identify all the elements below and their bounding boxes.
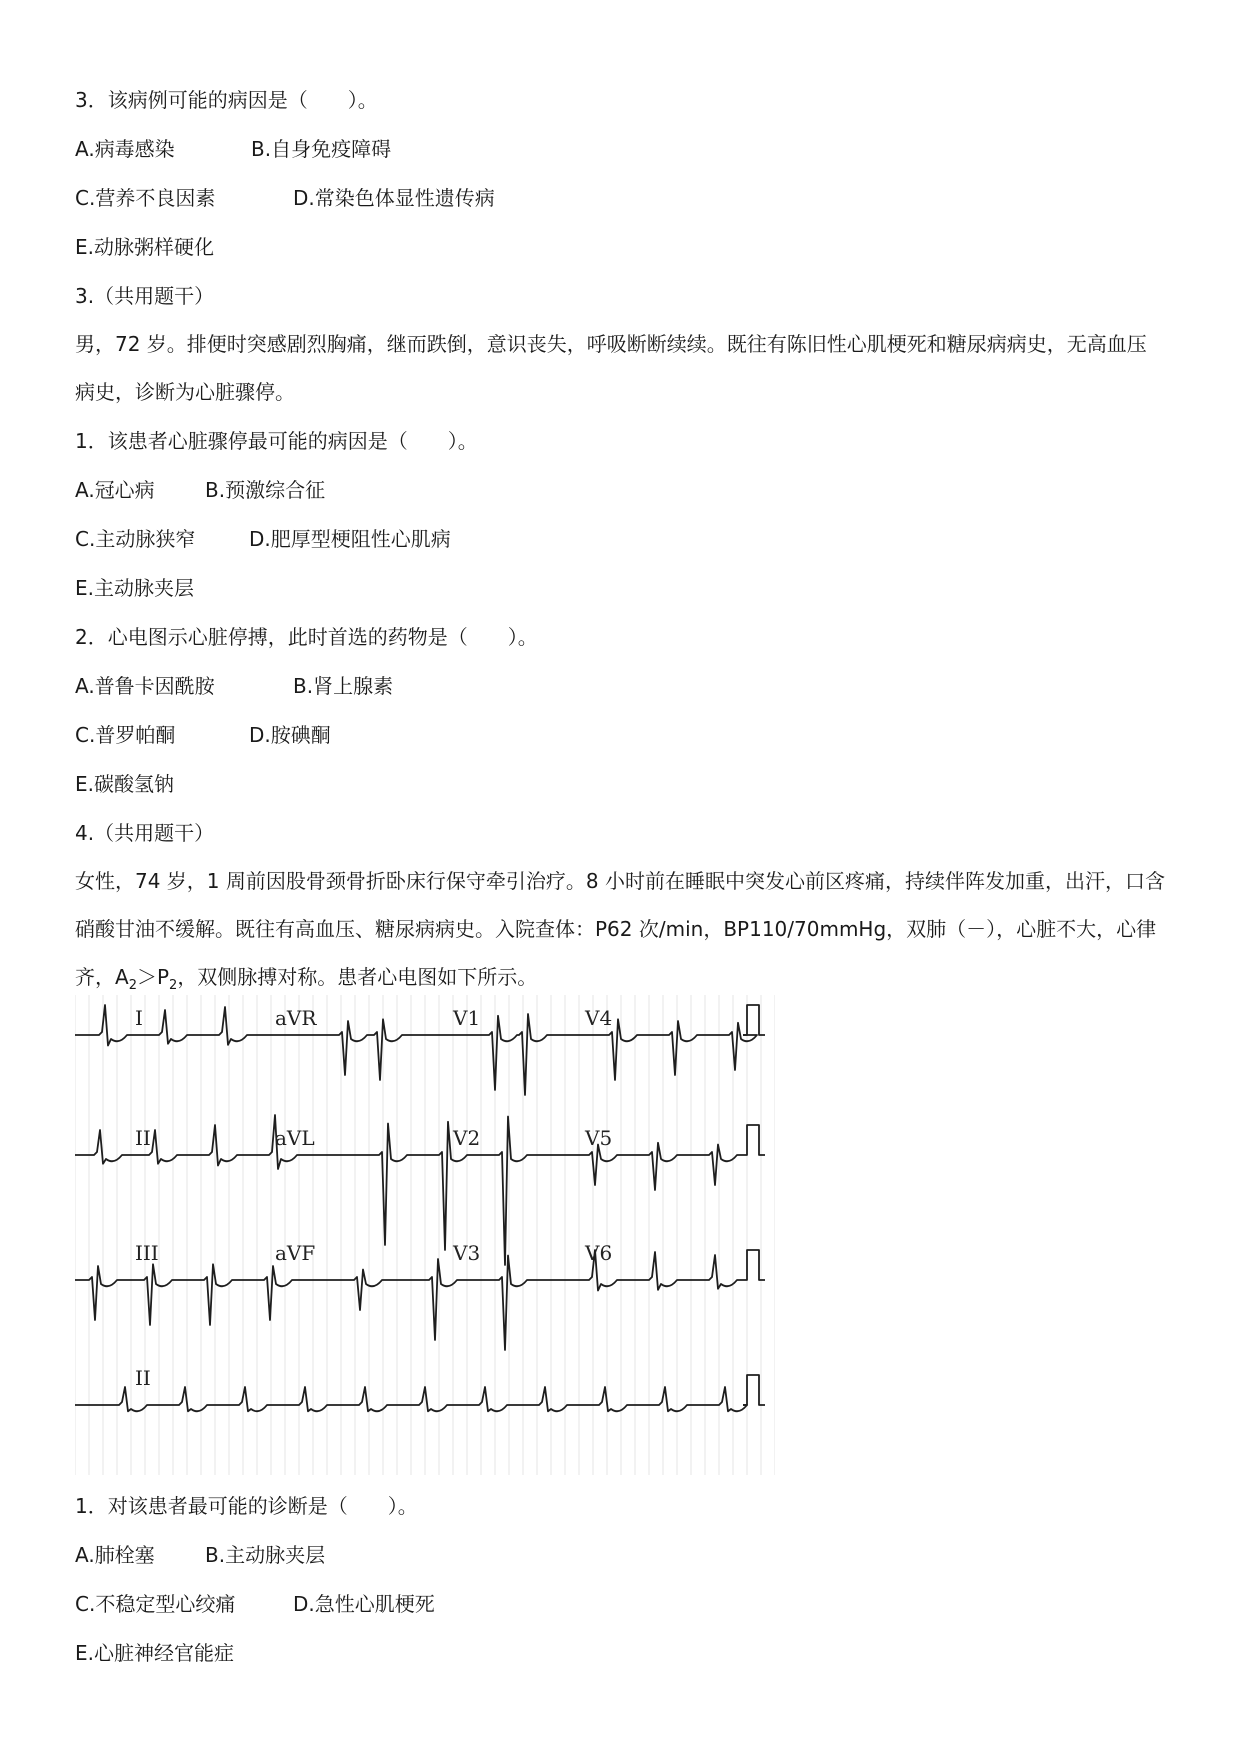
q3-stem: 3．该病例可能的病因是（ ）。 bbox=[75, 88, 378, 112]
case4-header: 4.（共用题干） bbox=[75, 821, 215, 845]
ecg-calibration-pulse bbox=[743, 1375, 765, 1405]
lead-label: aVF bbox=[275, 1241, 316, 1265]
lead-label: V2 bbox=[453, 1126, 481, 1150]
case4-q1-option-row-1 bbox=[75, 1542, 326, 1568]
lead-label: V1 bbox=[453, 1006, 481, 1030]
option-e[interactable]: E.碳酸氢钠 bbox=[75, 772, 174, 796]
option-e[interactable]: E.动脉粥样硬化 bbox=[75, 235, 214, 259]
q3-option-row-1 bbox=[75, 136, 392, 162]
option-c[interactable]: C.不稳定型心绞痛 bbox=[75, 1592, 236, 1616]
lead-label: V6 bbox=[585, 1241, 613, 1265]
lead-label: V5 bbox=[585, 1126, 613, 1150]
case3-text: 男，72 岁。排便时突感剧烈胸痛，继而跌倒，意识丧失，呼吸断断续续。既往有陈旧性心肌梗死和糖尿病病史，无高血压病史，诊断为心脏骤停。 bbox=[75, 332, 1147, 404]
lead-label: aVL bbox=[275, 1126, 315, 1150]
lead-label: V3 bbox=[453, 1241, 481, 1265]
option-e[interactable]: E.心脏神经官能症 bbox=[75, 1641, 234, 1665]
ecg-chart bbox=[75, 995, 775, 1475]
option-d[interactable]: D.肥厚型梗阻性心肌病 bbox=[249, 527, 451, 551]
ecg-trace bbox=[75, 1005, 757, 1095]
case3-q2-option-row-1 bbox=[75, 673, 394, 699]
option-a[interactable]: A.普鲁卡因酰胺 bbox=[75, 674, 215, 698]
option-b[interactable]: B.预激综合征 bbox=[205, 478, 326, 502]
option-a[interactable]: A.冠心病 bbox=[75, 478, 155, 502]
option-a[interactable]: A.肺栓塞 bbox=[75, 1543, 155, 1567]
ecg-trace bbox=[75, 1250, 743, 1350]
lead-label: II bbox=[135, 1126, 151, 1150]
lead-label: V4 bbox=[585, 1006, 613, 1030]
lead-label: I bbox=[135, 1006, 143, 1030]
case4-q1-option-row-2 bbox=[75, 1591, 435, 1617]
option-c[interactable]: C.主动脉狭窄 bbox=[75, 527, 196, 551]
ecg-trace bbox=[75, 1115, 743, 1265]
option-e[interactable]: E.主动脉夹层 bbox=[75, 576, 194, 600]
option-d[interactable]: D.胺碘酮 bbox=[249, 723, 331, 747]
option-b[interactable]: B.自身免疫障碍 bbox=[251, 137, 392, 161]
ecg-figure bbox=[75, 995, 775, 1475]
ecg-calibration-pulse bbox=[743, 1005, 765, 1035]
ecg-calibration-pulse bbox=[743, 1125, 765, 1155]
option-d[interactable]: D.常染色体显性遗传病 bbox=[293, 186, 495, 210]
case3-q1-option-row-1 bbox=[75, 477, 326, 503]
option-a[interactable]: A.病毒感染 bbox=[75, 137, 175, 161]
case3-q1-stem: 1．该患者心脏骤停最可能的病因是（ ）。 bbox=[75, 429, 478, 453]
case3-q2-stem: 2．心电图示心脏停搏，此时首选的药物是（ ）。 bbox=[75, 625, 538, 649]
option-c[interactable]: C.普罗帕酮 bbox=[75, 723, 176, 747]
option-b[interactable]: B.肾上腺素 bbox=[293, 674, 394, 698]
lead-label: II bbox=[135, 1366, 151, 1390]
option-d[interactable]: D.急性心肌梗死 bbox=[293, 1592, 435, 1616]
case3-header: 3.（共用题干） bbox=[75, 284, 215, 308]
option-b[interactable]: B.主动脉夹层 bbox=[205, 1543, 326, 1567]
ecg-calibration-pulse bbox=[743, 1250, 765, 1280]
lead-label: III bbox=[135, 1241, 159, 1265]
case3-q1-option-row-2 bbox=[75, 526, 451, 552]
q3-option-row-2 bbox=[75, 185, 495, 211]
case4-text: 女性，74 岁，1 周前因股骨颈骨折卧床行保守牵引治疗。8 小时前在睡眠中突发心前区疼痛，持续伴阵发加重，出汗，口含硝酸甘油不缓解。既往有高血压、糖尿病病史。入院查体：P62 次/min，BP110/70mmHg，双肺（－），心脏不大，心律齐，$A_2>P_2$，双侧脉搏对称。患者心电图如下所示。 bbox=[75, 869, 1165, 993]
case3-q2-option-row-2 bbox=[75, 722, 331, 748]
option-c[interactable]: C.营养不良因素 bbox=[75, 186, 216, 210]
lead-label: aVR bbox=[275, 1006, 317, 1030]
case4-q1-stem: 1．对该患者最可能的诊断是（ ）。 bbox=[75, 1494, 418, 1518]
